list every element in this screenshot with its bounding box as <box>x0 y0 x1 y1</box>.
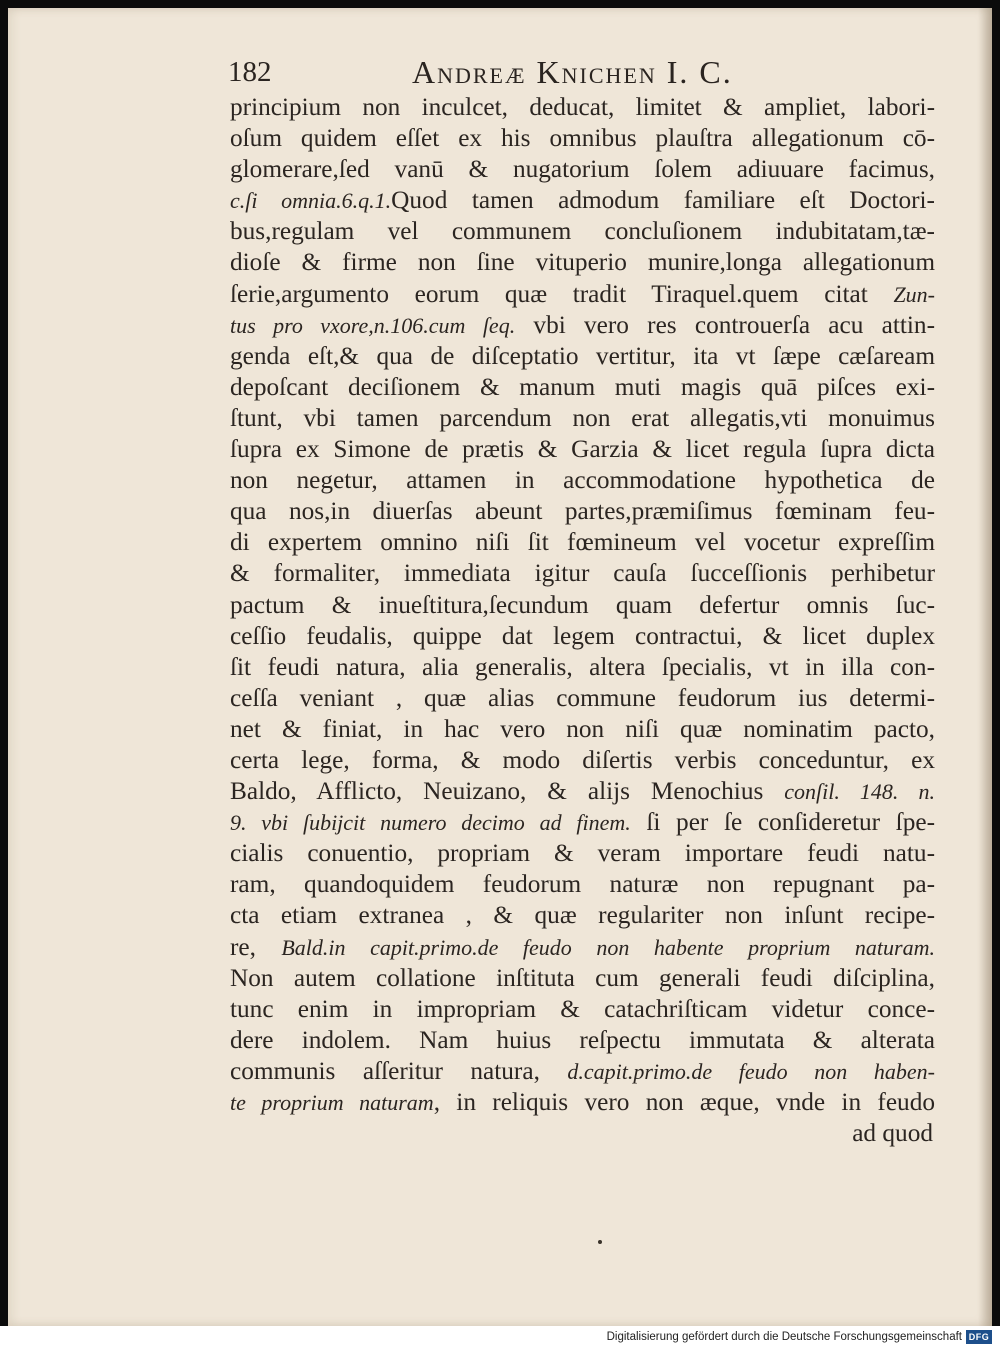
citation-text: conſil. 148. n. <box>784 779 935 805</box>
text-line <box>230 652 935 683</box>
line-text: net & finiat, in hac vero non niſi quæ nominatim pacto, <box>230 714 935 743</box>
text-line <box>230 496 935 527</box>
line-text: ſerie,argumento eorum quæ tradit Tiraquel.quem citat <box>230 279 894 308</box>
text-line <box>230 869 935 900</box>
catchword: ad quod <box>852 1119 933 1148</box>
text-line <box>230 963 935 994</box>
text-line <box>230 932 935 963</box>
line-text: depoſcant deciſionem & manum muti magis quā piſces exi- <box>230 372 935 401</box>
line-text: ſtunt, vbi tamen parcendum non erat allegatis,vti monuimus <box>230 403 935 432</box>
text-line <box>230 590 935 621</box>
citation-text: Zun- <box>893 281 935 307</box>
text-line <box>230 776 935 807</box>
citation-text: tus pro vxore,n.106.cum ſeq. <box>230 312 516 338</box>
text-line <box>230 807 935 838</box>
text-line <box>230 621 935 652</box>
text-line <box>230 558 935 589</box>
line-text: tunc enim in impropriam & catachriſticam videtur conce- <box>230 994 935 1023</box>
text-line <box>230 1087 935 1118</box>
line-text: certa lege, forma, & modo diſertis verbis conceduntur, ex <box>230 745 935 774</box>
citation-text: d.capit.primo.de feudo non haben- <box>567 1058 935 1084</box>
page-edge-shadow <box>978 8 992 1326</box>
line-text: bus,regulam vel communem concluſionem indubitatam,tæ- <box>230 217 935 246</box>
text-line <box>230 92 935 123</box>
text-line <box>230 372 935 403</box>
line-text: ceſſa veniant , quæ alias commune feudorum ius determi- <box>230 683 935 712</box>
line-text: di expertem omnino niſi ſit fœmineum vel vocetur expreſſim <box>230 528 935 557</box>
text-line <box>230 403 935 434</box>
line-text: re, <box>230 932 282 961</box>
text-line <box>230 838 935 869</box>
text-line <box>230 1025 935 1056</box>
line-text: ceſſio feudalis, quippe dat legem contractui, & licet duplex <box>230 621 935 650</box>
line-text: , in reliquis vero non æque, vnde in feudo <box>433 1088 935 1116</box>
line-text: communis aſſeritur natura, <box>230 1056 568 1085</box>
text-line <box>230 123 935 154</box>
line-text: ſi per ſe conſideretur ſpe- <box>630 808 935 837</box>
line-text: vbi vero res controuerſa acu attin- <box>515 310 935 339</box>
line-text: ſupra ex Simone de prætis & Garzia & licet regula ſupra dicta <box>230 435 935 464</box>
funding-notice: Digitalisierung gefördert durch die Deutsche Forschungsgemeinschaft <box>606 1331 962 1343</box>
page-number: 182 <box>228 56 272 88</box>
line-text: genda eſt,& qua de diſceptatio vertitur, ita vt ſæpe cæſaream <box>230 341 935 370</box>
text-line <box>230 1056 935 1087</box>
digitization-footer <box>0 1326 1000 1349</box>
text-line <box>230 185 935 216</box>
line-text: qua nos,in diuerſas abeunt partes,præmiſimus fœminam feu- <box>230 497 935 526</box>
line-text: oſum quidem eſſet ex his omnibus plauſtra allegationum cō- <box>230 124 935 153</box>
text-line <box>230 900 935 931</box>
line-text: Baldo, Afflicto, Neuizano, & alijs Menochius <box>230 777 785 806</box>
line-text: ſit feudi natura, alia generalis, altera ſpecialis, vt in illa con- <box>230 652 935 681</box>
body-text <box>230 92 935 1149</box>
citation-text: Bald.in capit.primo.de feudo non habente proprium naturam. <box>281 934 935 960</box>
line-text: & formaliter, immediata igitur cauſa ſucceſſionis perhibetur <box>230 559 935 588</box>
text-line <box>230 341 935 372</box>
text-line <box>230 714 935 745</box>
dfg-logo: DFG <box>966 1330 992 1344</box>
citation-text: te proprium naturam <box>230 1090 434 1115</box>
text-line <box>230 247 935 278</box>
line-text: cialis conuentio, propriam & veram importare feudi natu- <box>230 839 935 868</box>
text-line <box>230 745 935 776</box>
line-text: ram, quandoquidem feudorum naturæ non repugnant pa- <box>230 870 935 899</box>
text-line <box>230 683 935 714</box>
text-line <box>230 434 935 465</box>
line-text: Quod tamen admodum familiare eſt Doctori- <box>391 186 935 215</box>
text-line <box>230 994 935 1025</box>
line-text: glomerare,ſed vanū & nugatorium ſolem adiuuare facimus, <box>230 155 935 184</box>
line-text: Non autem collatione inſtituta cum generali feudi diſciplina, <box>230 963 935 992</box>
text-line <box>230 527 935 558</box>
text-line <box>230 216 935 247</box>
running-title: Andreæ Knichen I. C. <box>412 54 733 90</box>
ink-speck <box>598 1240 602 1244</box>
line-text: principium non inculcet, deducat, limitet & ampliet, labori- <box>230 93 935 121</box>
line-text: pactum & inueſtitura,ſecundum quam defertur omnis ſuc- <box>230 590 935 619</box>
text-line <box>230 465 935 496</box>
line-text: cta etiam extranea , & quæ regulariter non inſunt recipe- <box>230 901 935 930</box>
line-text: dioſe & firme non ſine vituperio munire,longa allegationum <box>230 248 935 277</box>
text-line <box>230 279 935 310</box>
line-text: non negetur, attamen in accommodatione hypothetica de <box>230 466 935 495</box>
line-text: dere indolem. Nam huius reſpectu immutata & alterata <box>230 1025 935 1054</box>
citation-text: c.ſi omnia.6.q.1. <box>230 188 392 214</box>
text-line <box>230 154 935 185</box>
text-line <box>230 310 935 341</box>
citation-text: 9. vbi ſubijcit numero decimo ad finem. <box>230 810 631 836</box>
